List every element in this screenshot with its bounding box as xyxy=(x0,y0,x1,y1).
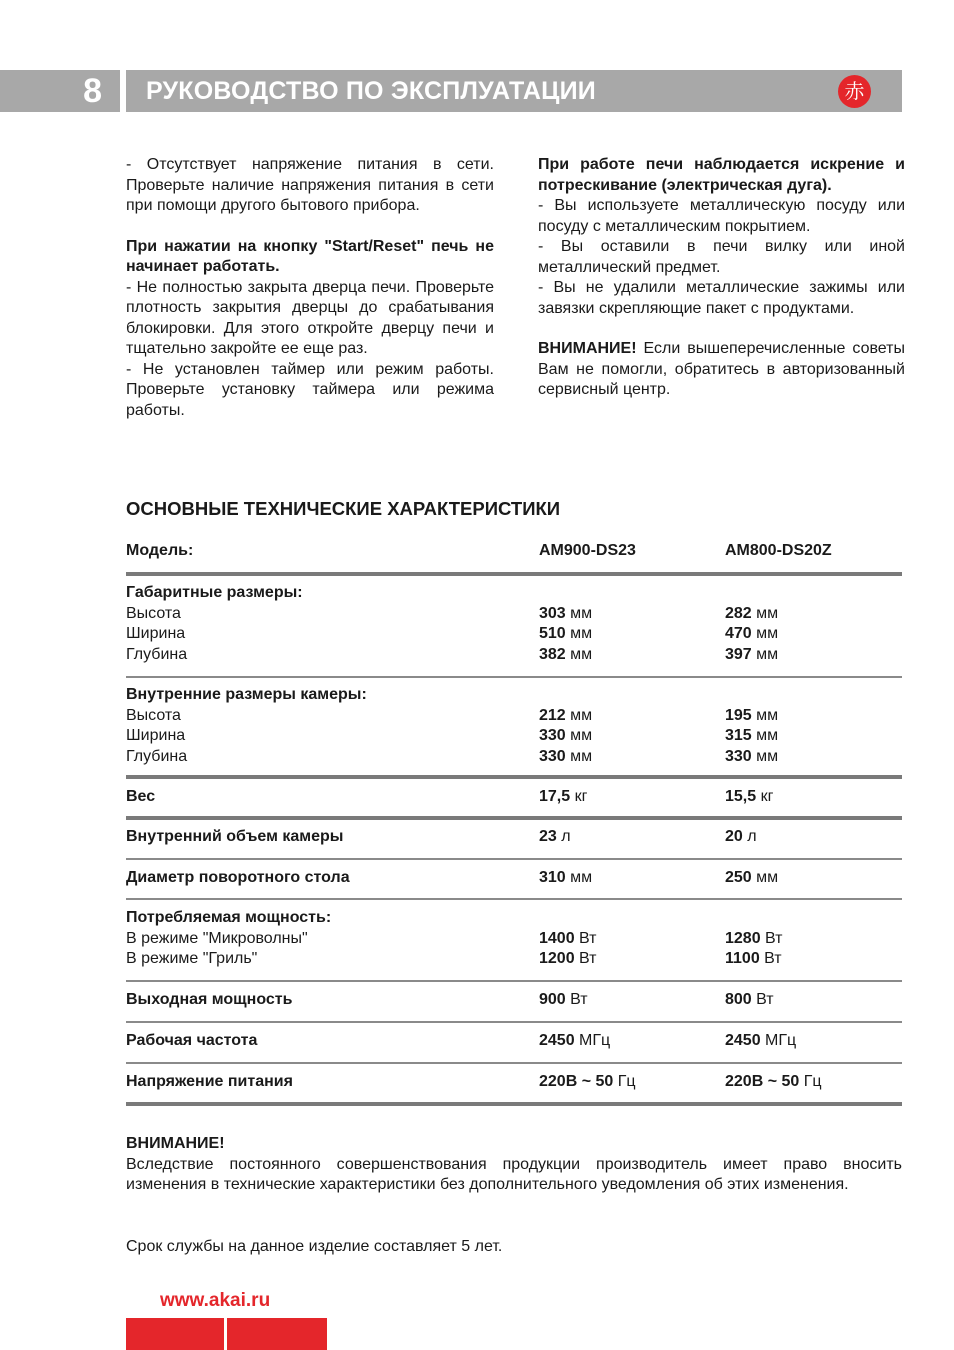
unit: мм xyxy=(565,869,593,886)
row-label: Выходная мощность xyxy=(126,991,293,1008)
value: 900 xyxy=(539,991,566,1008)
troubleshooting-right-column xyxy=(538,155,905,401)
value: 397 xyxy=(725,645,752,663)
table-divider xyxy=(126,775,902,779)
table-divider xyxy=(126,676,902,678)
value: 282 xyxy=(725,604,752,622)
unit: Вт xyxy=(565,991,588,1008)
value: 2450 xyxy=(725,1032,761,1049)
value: 195 xyxy=(725,706,752,724)
table-divider xyxy=(126,1062,902,1064)
value: 510 xyxy=(539,625,566,642)
table-divider xyxy=(126,816,902,820)
value: 1280 xyxy=(725,929,761,947)
value: 1100 xyxy=(725,950,760,967)
value: 470 xyxy=(725,625,752,642)
table-divider xyxy=(126,858,902,860)
paragraph: - Вы не удалили металлические зажимы или завязки скрепляющие пакет с продуктами. xyxy=(538,279,905,317)
row-label: Внутренний объем камеры xyxy=(126,828,344,845)
footer-bar xyxy=(227,1318,327,1350)
sub-label: Ширина xyxy=(126,727,186,744)
warning-paragraph xyxy=(538,339,905,401)
unit: Гц xyxy=(799,1073,822,1090)
value: 17,5 xyxy=(539,788,571,805)
unit: мм xyxy=(565,604,593,622)
unit: МГц xyxy=(574,1032,611,1049)
page-header-title: РУКОВОДСТВО ПО ЭКСПЛУАТАЦИИ xyxy=(126,70,902,112)
unit: л xyxy=(742,828,757,845)
unit: мм xyxy=(565,645,593,663)
value: 330 xyxy=(539,747,566,765)
value: 2450 xyxy=(539,1032,575,1049)
service-life-text: Срок службы на данное изделие составляет 5 лет. xyxy=(126,1238,503,1255)
value: 1400 xyxy=(539,929,575,947)
unit: Вт xyxy=(751,991,774,1008)
warning-label: ВНИМАНИЕ! xyxy=(538,340,637,357)
unit: мм xyxy=(751,645,779,663)
unit: мм xyxy=(565,625,593,642)
value: 303 xyxy=(539,604,566,622)
model-a-name: AM900-DS23 xyxy=(539,542,636,559)
section-heading: При нажатии на кнопку "Start/Reset" печь не начинает работать. xyxy=(126,237,494,275)
row-label: Габаритные размеры: xyxy=(126,584,303,601)
sub-label: Высота xyxy=(126,706,181,724)
specs-title: ОСНОВНЫЕ ТЕХНИЧЕСКИЕ ХАРАКТЕРИСТИКИ xyxy=(126,498,561,519)
paragraph: - Не полностью закрыта дверца печи. Проверьте плотность закрытия дверцы до срабатывания блокировки. Для этого откройте дверцу печи и тщательно закройте ее еще раз. xyxy=(126,278,494,357)
row-label: Диаметр поворотного стола xyxy=(126,869,350,886)
value: 220В ~ 50 xyxy=(539,1073,614,1090)
row-label: Потребляемая мощность: xyxy=(126,909,332,926)
unit: мм xyxy=(751,727,779,744)
row-label: Модель: xyxy=(126,542,194,559)
section-heading: При работе печи наблюдается искрение и потрескивание (электрическая дуга). xyxy=(538,156,905,194)
unit: МГц xyxy=(760,1032,797,1049)
unit: Вт xyxy=(574,950,597,967)
unit: Гц xyxy=(613,1073,636,1090)
akai-logo-icon: 赤 xyxy=(838,75,871,108)
unit: мм xyxy=(751,604,779,622)
unit: л xyxy=(556,828,571,845)
table-divider xyxy=(126,980,902,982)
unit: мм xyxy=(751,625,779,642)
value: 250 xyxy=(725,869,752,886)
value: 330 xyxy=(539,727,566,744)
table-divider xyxy=(126,572,902,576)
paragraph: - Отсутствует напряжение питания в сети. Проверьте наличие напряжения питания в сети при помощи другого бытового прибора. xyxy=(126,156,494,214)
unit: кг xyxy=(756,788,774,805)
value: 382 xyxy=(539,645,566,663)
value: 220В ~ 50 xyxy=(725,1073,800,1090)
value: 20 xyxy=(725,828,743,845)
unit: кг xyxy=(570,788,588,805)
unit: мм xyxy=(751,869,779,886)
sub-label: Глубина xyxy=(126,645,188,663)
footer-bar xyxy=(126,1318,224,1350)
page-number: 8 xyxy=(0,70,120,112)
website-link[interactable]: www.akai.ru xyxy=(160,1290,271,1311)
value: 212 xyxy=(539,706,566,724)
value: 330 xyxy=(725,747,752,765)
notice-title: ВНИМАНИЕ! xyxy=(126,1135,225,1152)
sub-label: В режиме "Микроволны" xyxy=(126,929,308,947)
row-label: Вес xyxy=(126,788,156,805)
troubleshooting-left-column xyxy=(126,155,494,421)
sub-label: Глубина xyxy=(126,747,188,765)
value: 310 xyxy=(539,869,566,886)
value: 1200 xyxy=(539,950,575,967)
value: 15,5 xyxy=(725,788,757,805)
row-label: Напряжение питания xyxy=(126,1073,293,1090)
unit: Вт xyxy=(574,929,597,947)
paragraph: - Не установлен таймер или режим работы. Проверьте установку таймера или режима работы. xyxy=(126,360,494,419)
unit: мм xyxy=(565,706,593,724)
row-label: Рабочая частота xyxy=(126,1032,258,1049)
unit: Вт xyxy=(759,950,782,967)
model-b-name: AM800-DS20Z xyxy=(725,542,832,559)
paragraph: - Вы используете металлическую посуду или посуду с металлическим покрытием. xyxy=(538,197,905,235)
sub-label: Ширина xyxy=(126,625,186,642)
table-divider xyxy=(126,1102,902,1106)
unit: мм xyxy=(751,706,779,724)
sub-label: Высота xyxy=(126,604,181,622)
value: 315 xyxy=(725,727,752,744)
notice-block xyxy=(126,1134,902,1196)
warning-text: Если вышеперечисленные советы Вам не помогли, обратитесь в авторизованный сервисный центр. xyxy=(538,340,905,398)
unit: Вт xyxy=(760,929,783,947)
paragraph: - Вы оставили в печи вилку или иной металлический предмет. xyxy=(538,238,905,276)
unit: мм xyxy=(751,747,779,765)
row-label: Внутренние размеры камеры: xyxy=(126,686,367,703)
table-divider xyxy=(126,1021,902,1023)
unit: мм xyxy=(565,747,593,765)
notice-text: Вследствие постоянного совершенствования продукции производитель имеет право вносить изменения в технические характеристики без дополнительного уведомления об этих изменения. xyxy=(126,1155,902,1193)
value: 800 xyxy=(725,991,752,1008)
table-divider xyxy=(126,898,902,900)
sub-label: В режиме "Гриль" xyxy=(126,950,258,967)
value: 23 xyxy=(539,828,557,845)
unit: мм xyxy=(565,727,593,744)
